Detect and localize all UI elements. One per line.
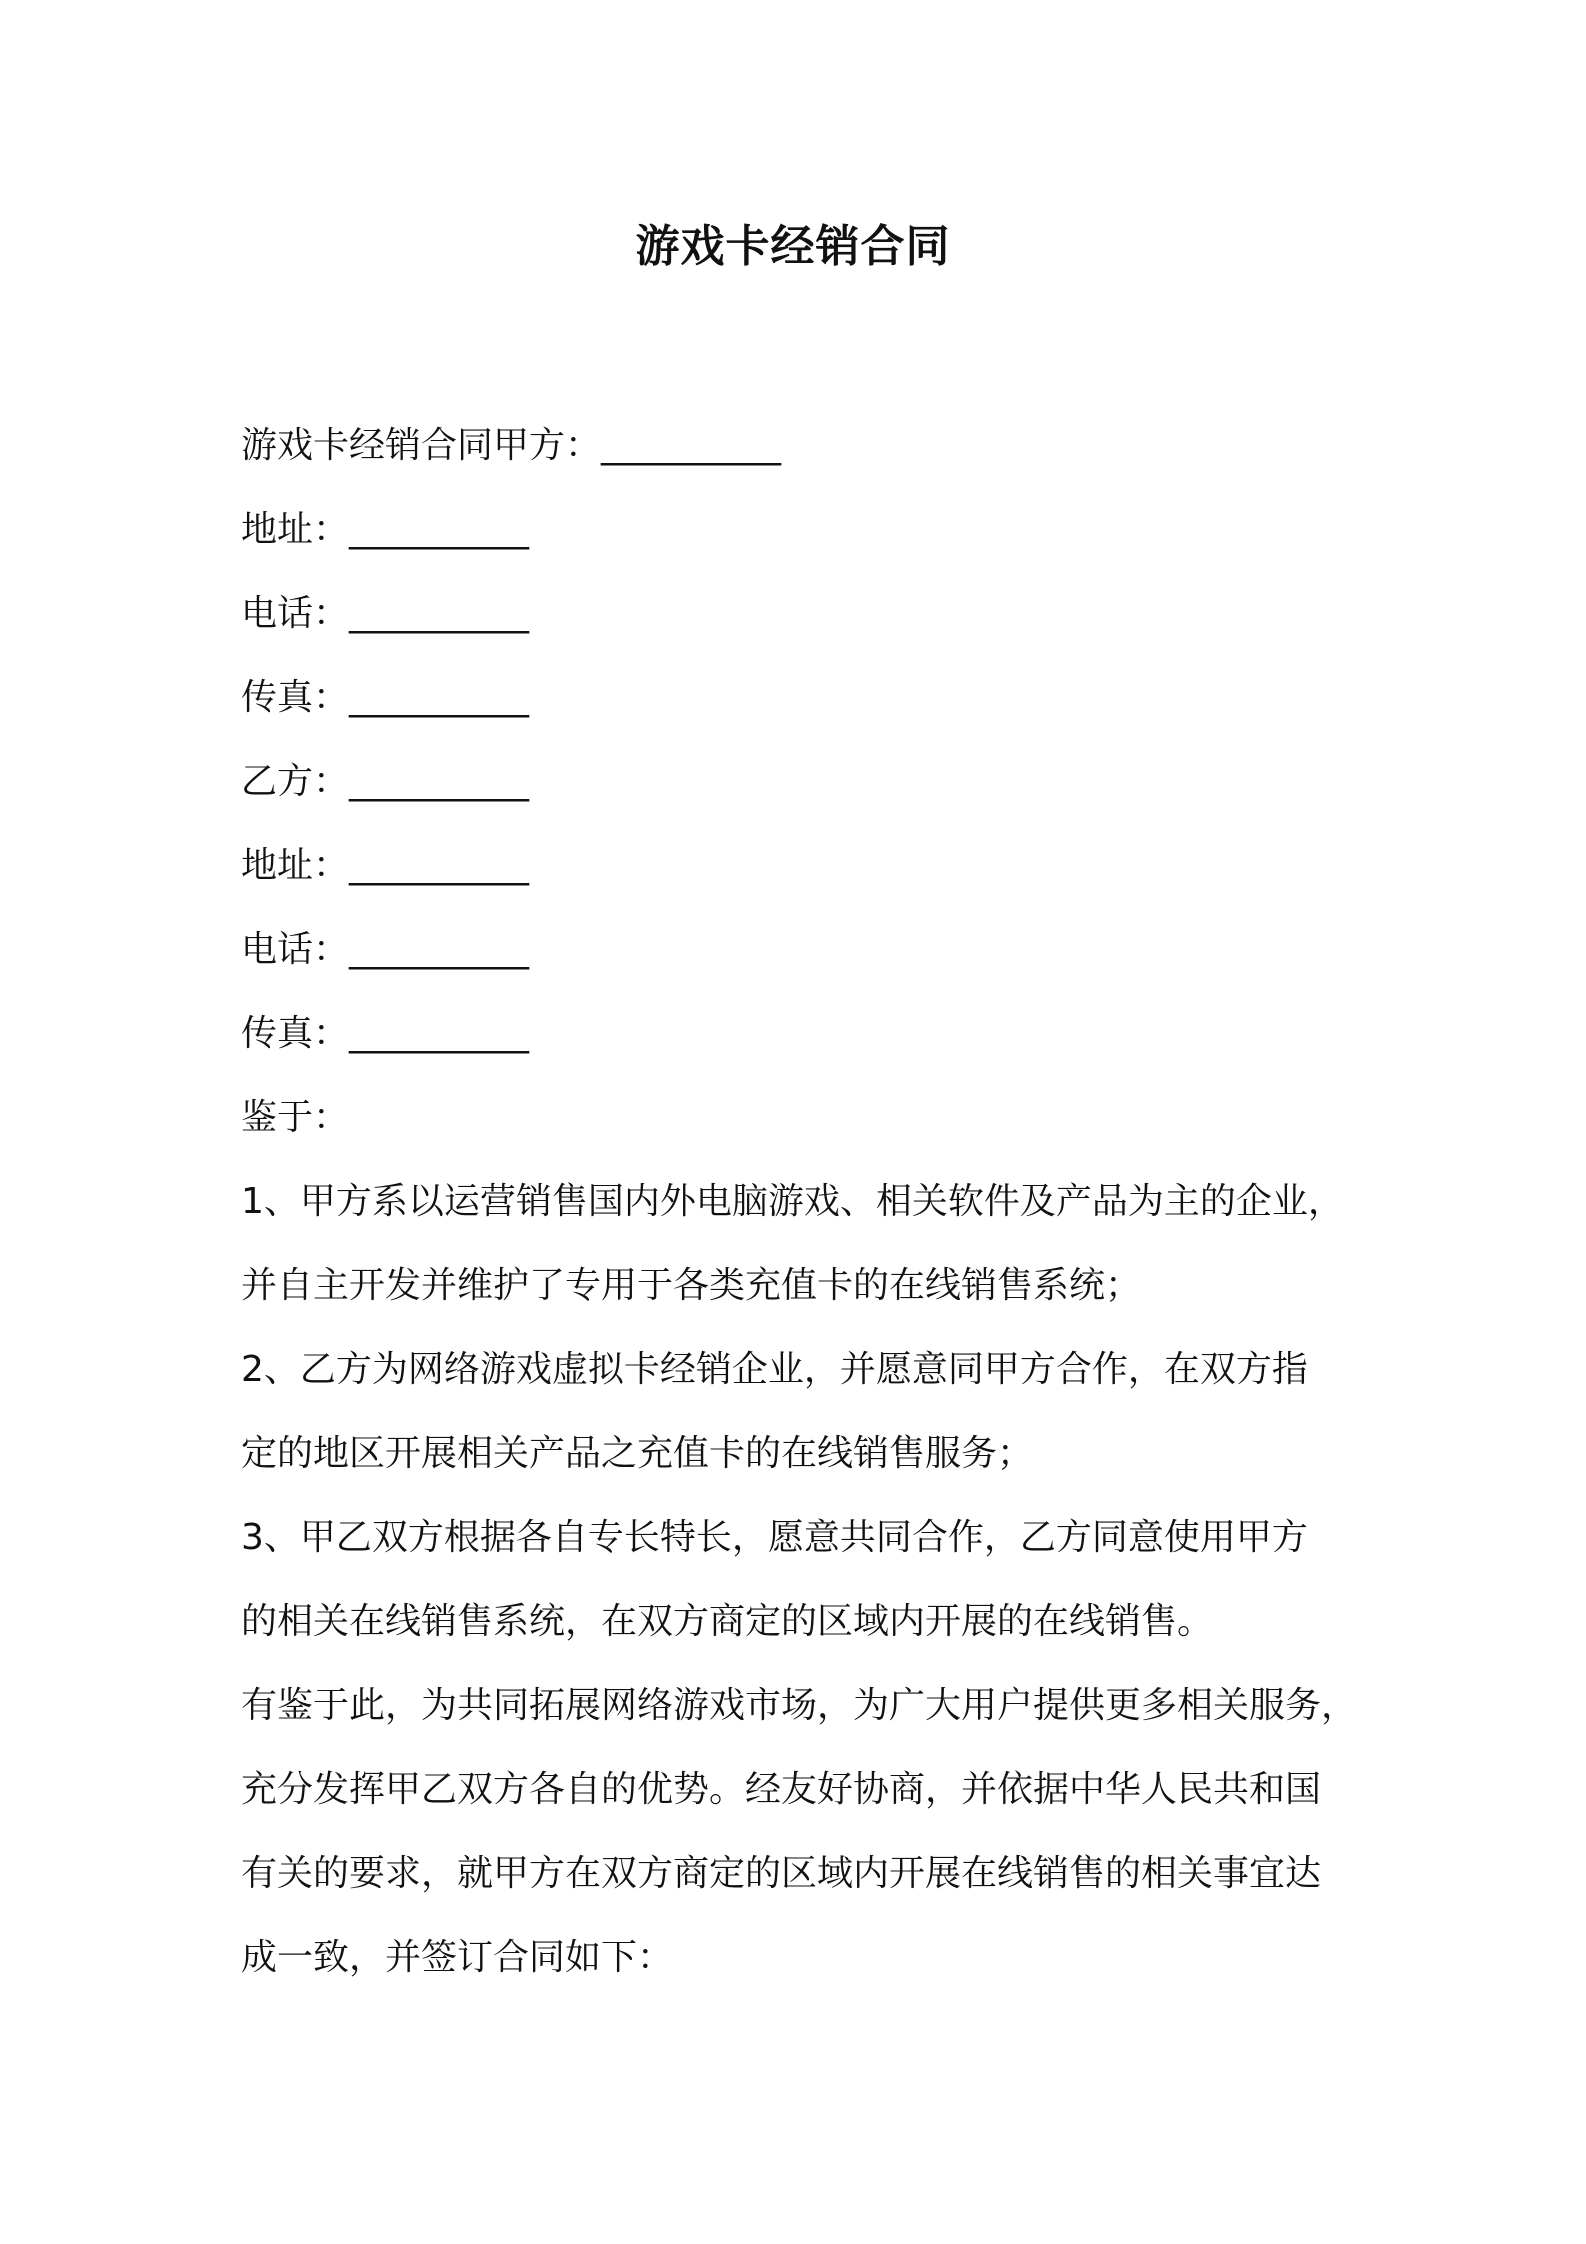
fill-in-blank: __________ xyxy=(349,509,530,550)
whereas-heading: 鉴于： xyxy=(241,1097,350,1138)
fill-in-blank: __________ xyxy=(349,1013,530,1054)
field-label: 传真： xyxy=(241,1013,350,1054)
field-label: 地址： xyxy=(241,509,350,550)
body-line: 2、乙方为网络游戏虚拟卡经销企业，并愿意同甲方合作，在双方指 xyxy=(241,1349,1308,1390)
field-label: 游戏卡经销合同甲方： xyxy=(241,425,602,466)
body-line: 并自主开发并维护了专用于各类充值卡的在线销售系统； xyxy=(241,1265,1142,1306)
body-line: 有鉴于此，为共同拓展网络游戏市场，为广大用户提供更多相关服务， xyxy=(241,1685,1358,1726)
party-a-fax-field xyxy=(241,656,1373,740)
party-b-phone-field xyxy=(241,908,1373,992)
field-label: 电话： xyxy=(241,929,350,970)
document-body xyxy=(241,404,1373,2000)
party-b-fax-field xyxy=(241,992,1373,1076)
body-line: 成一致，并签订合同如下： xyxy=(241,1937,674,1978)
fill-in-blank: __________ xyxy=(601,425,782,466)
field-label: 传真： xyxy=(241,677,350,718)
fill-in-blank: __________ xyxy=(349,593,530,634)
party-a-phone-field xyxy=(241,572,1373,656)
party-b-address-field xyxy=(241,824,1373,908)
fill-in-blank: __________ xyxy=(349,845,530,886)
party-b-field xyxy=(241,740,1373,824)
fill-in-blank: __________ xyxy=(349,929,530,970)
body-line: 有关的要求，就甲方在双方商定的区域内开展在线销售的相关事宜达 xyxy=(241,1853,1322,1894)
fill-in-blank: __________ xyxy=(349,677,530,718)
body-line: 的相关在线销售系统，在双方商定的区域内开展的在线销售。 xyxy=(241,1601,1214,1642)
party-a-address-field xyxy=(241,488,1373,572)
body-line: 充分发挥甲乙双方各自的优势。经友好协商，并依据中华人民共和国 xyxy=(241,1769,1322,1810)
body-line: 3、甲乙双方根据各自专长特长，愿意共同合作，乙方同意使用甲方 xyxy=(241,1517,1308,1558)
body-line: 1、甲方系以运营销售国内外电脑游戏、相关软件及产品为主的企业， xyxy=(241,1181,1344,1222)
body-line: 定的地区开展相关产品之充值卡的在线销售服务； xyxy=(241,1433,1034,1474)
document-title: 游戏卡经销合同 xyxy=(635,221,951,272)
party-a-field xyxy=(241,404,1373,488)
fill-in-blank: __________ xyxy=(349,761,530,802)
field-label: 电话： xyxy=(241,593,350,634)
field-label: 地址： xyxy=(241,845,350,886)
field-label: 乙方： xyxy=(241,761,350,802)
